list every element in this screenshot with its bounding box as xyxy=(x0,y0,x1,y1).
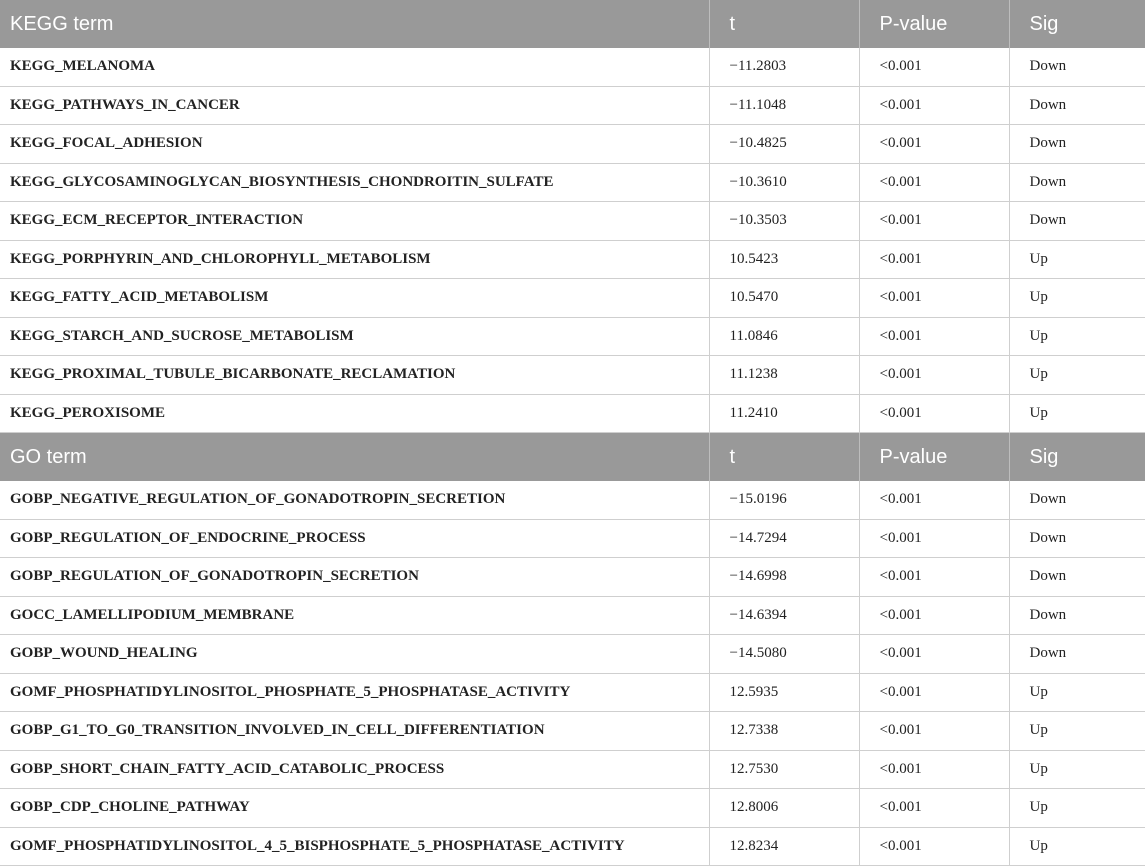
sig-cell: Down xyxy=(1009,596,1145,635)
table-row xyxy=(0,558,1145,597)
t-value-cell: −15.0196 xyxy=(709,481,859,519)
t-value-cell: −10.3503 xyxy=(709,202,859,241)
term-cell: GOBP_REGULATION_OF_GONADOTROPIN_SECRETION xyxy=(0,558,709,597)
term-cell: GOBP_SHORT_CHAIN_FATTY_ACID_CATABOLIC_PROCESS xyxy=(0,750,709,789)
sig-cell: Down xyxy=(1009,48,1145,86)
sig-cell: Up xyxy=(1009,673,1145,712)
sig-cell: Down xyxy=(1009,481,1145,519)
t-value-cell: 12.7530 xyxy=(709,750,859,789)
table-row xyxy=(0,317,1145,356)
table-row xyxy=(0,596,1145,635)
go-header-t: t xyxy=(709,433,859,482)
t-value-cell: 12.7338 xyxy=(709,712,859,751)
p-value-cell: <0.001 xyxy=(859,48,1009,86)
term-cell: GOBP_REGULATION_OF_ENDOCRINE_PROCESS xyxy=(0,519,709,558)
t-value-cell: 10.5470 xyxy=(709,279,859,318)
t-value-cell: −11.1048 xyxy=(709,86,859,125)
term-cell: GOBP_WOUND_HEALING xyxy=(0,635,709,674)
table-row xyxy=(0,48,1145,86)
table-row xyxy=(0,86,1145,125)
t-value-cell: 11.0846 xyxy=(709,317,859,356)
p-value-cell: <0.001 xyxy=(859,317,1009,356)
table-row xyxy=(0,827,1145,866)
sig-cell: Down xyxy=(1009,86,1145,125)
p-value-cell: <0.001 xyxy=(859,394,1009,433)
kegg-header-term: KEGG term xyxy=(0,0,709,48)
p-value-cell: <0.001 xyxy=(859,86,1009,125)
term-cell: KEGG_FATTY_ACID_METABOLISM xyxy=(0,279,709,318)
term-cell: GOCC_LAMELLIPODIUM_MEMBRANE xyxy=(0,596,709,635)
t-value-cell: −10.4825 xyxy=(709,125,859,164)
table-row xyxy=(0,673,1145,712)
p-value-cell: <0.001 xyxy=(859,750,1009,789)
sig-cell: Down xyxy=(1009,635,1145,674)
term-cell: KEGG_GLYCOSAMINOGLYCAN_BIOSYNTHESIS_CHONDROITIN_SULFATE xyxy=(0,163,709,202)
term-cell: KEGG_PORPHYRIN_AND_CHLOROPHYLL_METABOLISM xyxy=(0,240,709,279)
t-value-cell: −11.2803 xyxy=(709,48,859,86)
sig-cell: Down xyxy=(1009,558,1145,597)
sig-cell: Up xyxy=(1009,789,1145,828)
table-row xyxy=(0,481,1145,519)
p-value-cell: <0.001 xyxy=(859,240,1009,279)
t-value-cell: −14.7294 xyxy=(709,519,859,558)
sig-cell: Down xyxy=(1009,519,1145,558)
term-cell: KEGG_FOCAL_ADHESION xyxy=(0,125,709,164)
term-cell: KEGG_PATHWAYS_IN_CANCER xyxy=(0,86,709,125)
table-row xyxy=(0,163,1145,202)
t-value-cell: 11.2410 xyxy=(709,394,859,433)
t-value-cell: −14.6394 xyxy=(709,596,859,635)
sig-cell: Down xyxy=(1009,163,1145,202)
p-value-cell: <0.001 xyxy=(859,673,1009,712)
table-row xyxy=(0,125,1145,164)
kegg-header-sig: Sig xyxy=(1009,0,1145,48)
go-header-p: P-value xyxy=(859,433,1009,482)
sig-cell: Up xyxy=(1009,356,1145,395)
table-row xyxy=(0,202,1145,241)
t-value-cell: −14.6998 xyxy=(709,558,859,597)
table-row xyxy=(0,394,1145,433)
kegg-header-row xyxy=(0,0,1145,48)
t-value-cell: 10.5423 xyxy=(709,240,859,279)
table-row xyxy=(0,750,1145,789)
kegg-header-t: t xyxy=(709,0,859,48)
table-row xyxy=(0,279,1145,318)
t-value-cell: 12.5935 xyxy=(709,673,859,712)
sig-cell: Up xyxy=(1009,394,1145,433)
go-header-sig: Sig xyxy=(1009,433,1145,482)
table-row xyxy=(0,240,1145,279)
term-cell: KEGG_ECM_RECEPTOR_INTERACTION xyxy=(0,202,709,241)
p-value-cell: <0.001 xyxy=(859,827,1009,866)
p-value-cell: <0.001 xyxy=(859,356,1009,395)
p-value-cell: <0.001 xyxy=(859,635,1009,674)
term-cell: KEGG_PEROXISOME xyxy=(0,394,709,433)
term-cell: GOBP_NEGATIVE_REGULATION_OF_GONADOTROPIN_SECRETION xyxy=(0,481,709,519)
term-cell: GOMF_PHOSPHATIDYLINOSITOL_PHOSPHATE_5_PHOSPHATASE_ACTIVITY xyxy=(0,673,709,712)
sig-cell: Up xyxy=(1009,827,1145,866)
sig-cell: Up xyxy=(1009,712,1145,751)
term-cell: GOBP_G1_TO_G0_TRANSITION_INVOLVED_IN_CELL_DIFFERENTIATION xyxy=(0,712,709,751)
term-cell: GOBP_CDP_CHOLINE_PATHWAY xyxy=(0,789,709,828)
p-value-cell: <0.001 xyxy=(859,789,1009,828)
p-value-cell: <0.001 xyxy=(859,596,1009,635)
term-cell: KEGG_STARCH_AND_SUCROSE_METABOLISM xyxy=(0,317,709,356)
term-cell: GOMF_PHOSPHATIDYLINOSITOL_4_5_BISPHOSPHATE_5_PHOSPHATASE_ACTIVITY xyxy=(0,827,709,866)
term-cell: KEGG_PROXIMAL_TUBULE_BICARBONATE_RECLAMATION xyxy=(0,356,709,395)
table-row xyxy=(0,519,1145,558)
table-row xyxy=(0,356,1145,395)
p-value-cell: <0.001 xyxy=(859,202,1009,241)
t-value-cell: 12.8006 xyxy=(709,789,859,828)
t-value-cell: 11.1238 xyxy=(709,356,859,395)
sig-cell: Up xyxy=(1009,240,1145,279)
table-row xyxy=(0,789,1145,828)
table-row xyxy=(0,712,1145,751)
p-value-cell: <0.001 xyxy=(859,279,1009,318)
sig-cell: Up xyxy=(1009,279,1145,318)
p-value-cell: <0.001 xyxy=(859,163,1009,202)
sig-cell: Down xyxy=(1009,202,1145,241)
t-value-cell: −14.5080 xyxy=(709,635,859,674)
sig-cell: Down xyxy=(1009,125,1145,164)
term-cell: KEGG_MELANOMA xyxy=(0,48,709,86)
t-value-cell: 12.8234 xyxy=(709,827,859,866)
sig-cell: Up xyxy=(1009,750,1145,789)
p-value-cell: <0.001 xyxy=(859,125,1009,164)
kegg-header-p: P-value xyxy=(859,0,1009,48)
p-value-cell: <0.001 xyxy=(859,712,1009,751)
table-row xyxy=(0,635,1145,674)
p-value-cell: <0.001 xyxy=(859,481,1009,519)
go-header-row xyxy=(0,433,1145,482)
t-value-cell: −10.3610 xyxy=(709,163,859,202)
p-value-cell: <0.001 xyxy=(859,519,1009,558)
sig-cell: Up xyxy=(1009,317,1145,356)
p-value-cell: <0.001 xyxy=(859,558,1009,597)
go-header-term: GO term xyxy=(0,433,709,482)
